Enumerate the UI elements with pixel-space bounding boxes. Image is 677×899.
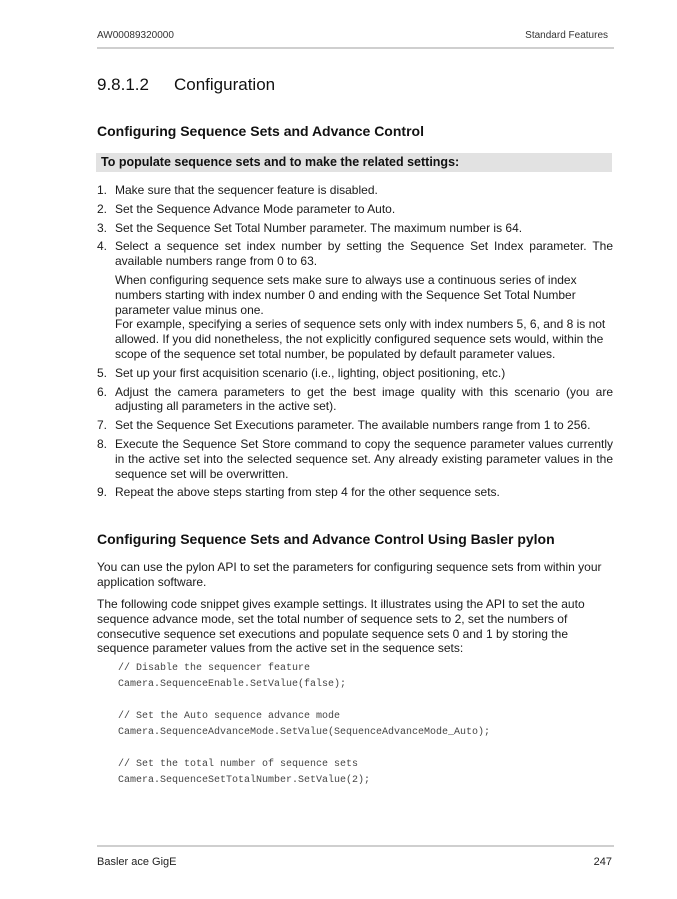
header-doc-id: AW00089320000 — [97, 30, 174, 41]
page-header — [97, 30, 614, 48]
code-blank-line — [118, 693, 490, 709]
step-text: Set the Sequence Set Executions parameter. The available numbers range from 1 to 256. — [115, 418, 591, 433]
step-text: Execute the Sequence Set Store command to copy the sequence parameter values currently in the active set into the selected sequence set. Any already existing parameter values in the sequence set will be overwritten. — [115, 436, 613, 481]
step-item — [97, 183, 613, 198]
subsection-heading-2: Configuring Sequence Sets and Advance Control Using Basler pylon — [97, 531, 555, 547]
page-footer — [97, 856, 614, 868]
header-rule — [97, 47, 614, 49]
code-line: Camera.SequenceSetTotalNumber.SetValue(2); — [118, 775, 371, 786]
step-text: Adjust the camera parameters to get the best image quality with this scenario (you are adjusting all parameters in the active set). — [115, 384, 613, 414]
code-line: Camera.SequenceAdvanceMode.SetValue(SequenceAdvanceMode_Auto); — [118, 727, 491, 738]
step-number: 5. — [97, 365, 108, 380]
step-number: 3. — [97, 220, 108, 235]
step-item — [97, 221, 613, 236]
step-number: 4. — [97, 239, 108, 254]
code-snippet — [118, 661, 490, 789]
step-text: Set the Sequence Advance Mode parameter to Auto. — [115, 201, 396, 216]
procedure-title: To populate sequence sets and to make the related settings: — [101, 155, 460, 169]
subsection-heading-1: Configuring Sequence Sets and Advance Control — [97, 123, 424, 139]
step-text: Select a sequence set index number by setting the Sequence Set Index parameter. The available numbers range from 0 to 63. — [115, 239, 613, 269]
step-text: Set up your first acquisition scenario (i.e., lighting, object positioning, etc.) — [115, 365, 506, 380]
step-number: 8. — [97, 436, 108, 451]
step-text: Repeat the above steps starting from step 4 for the other sequence sets. — [115, 485, 500, 500]
header-chapter: Standard Features — [525, 30, 608, 41]
step-note-example: For example, specifying a series of sequence sets only with index numbers 5, 6, and 8 is not allowed. If you did nonetheless, the not explicitly configured sequence sets would, within the scope of the sequence set total number, be populated by default parameter values. — [115, 317, 606, 361]
code-line: Camera.SequenceEnable.SetValue(false); — [118, 679, 347, 690]
footer-page-number: 247 — [593, 856, 612, 868]
step-item — [97, 385, 613, 415]
step-item — [97, 202, 613, 217]
code-comment: // Disable the sequencer feature — [118, 663, 311, 674]
step-note: When configuring sequence sets make sure to always use a continuous series of index numbers starting with index number 0 and ending with the Sequence Set Total Number parameter value minus one. — [115, 272, 577, 317]
section-title: Configuration — [174, 75, 276, 94]
procedure-title-box — [96, 153, 612, 172]
step-item — [97, 485, 613, 500]
footer-rule — [97, 845, 614, 847]
step-text: Set the Sequence Set Total Number parameter. The maximum number is 64. — [115, 220, 523, 235]
code-blank-line — [118, 741, 490, 757]
footer-product: Basler ace GigE — [97, 856, 177, 868]
section-number: 9.8.1.2 — [97, 75, 149, 94]
step-item — [97, 239, 613, 361]
step-text: Make sure that the sequencer feature is disabled. — [115, 183, 378, 197]
step-number: 9. — [97, 485, 108, 500]
step-item — [97, 437, 613, 481]
step-item — [97, 418, 613, 433]
paragraph-code-description: The following code snippet gives example settings. It illustrates using the API to set the auto sequence advance mode, set the total number of sequence sets to 2, set the numbers of consecutive sequence set executions and populate sequence sets 0 and 1 by storing the sequence parameter values from the active set in the sequence sets: — [97, 597, 585, 656]
step-number: 2. — [97, 201, 108, 216]
procedure-steps — [97, 183, 613, 504]
step-number: 7. — [97, 418, 108, 433]
section-heading — [97, 75, 275, 95]
step-number: 1. — [97, 183, 108, 197]
code-comment: // Set the total number of sequence sets — [118, 759, 359, 770]
code-comment: // Set the Auto sequence advance mode — [118, 711, 341, 722]
paragraph-intro: You can use the pylon API to set the parameters for configuring sequence sets from within your application software. — [97, 560, 602, 589]
step-item — [97, 366, 613, 381]
step-number: 6. — [97, 384, 108, 399]
